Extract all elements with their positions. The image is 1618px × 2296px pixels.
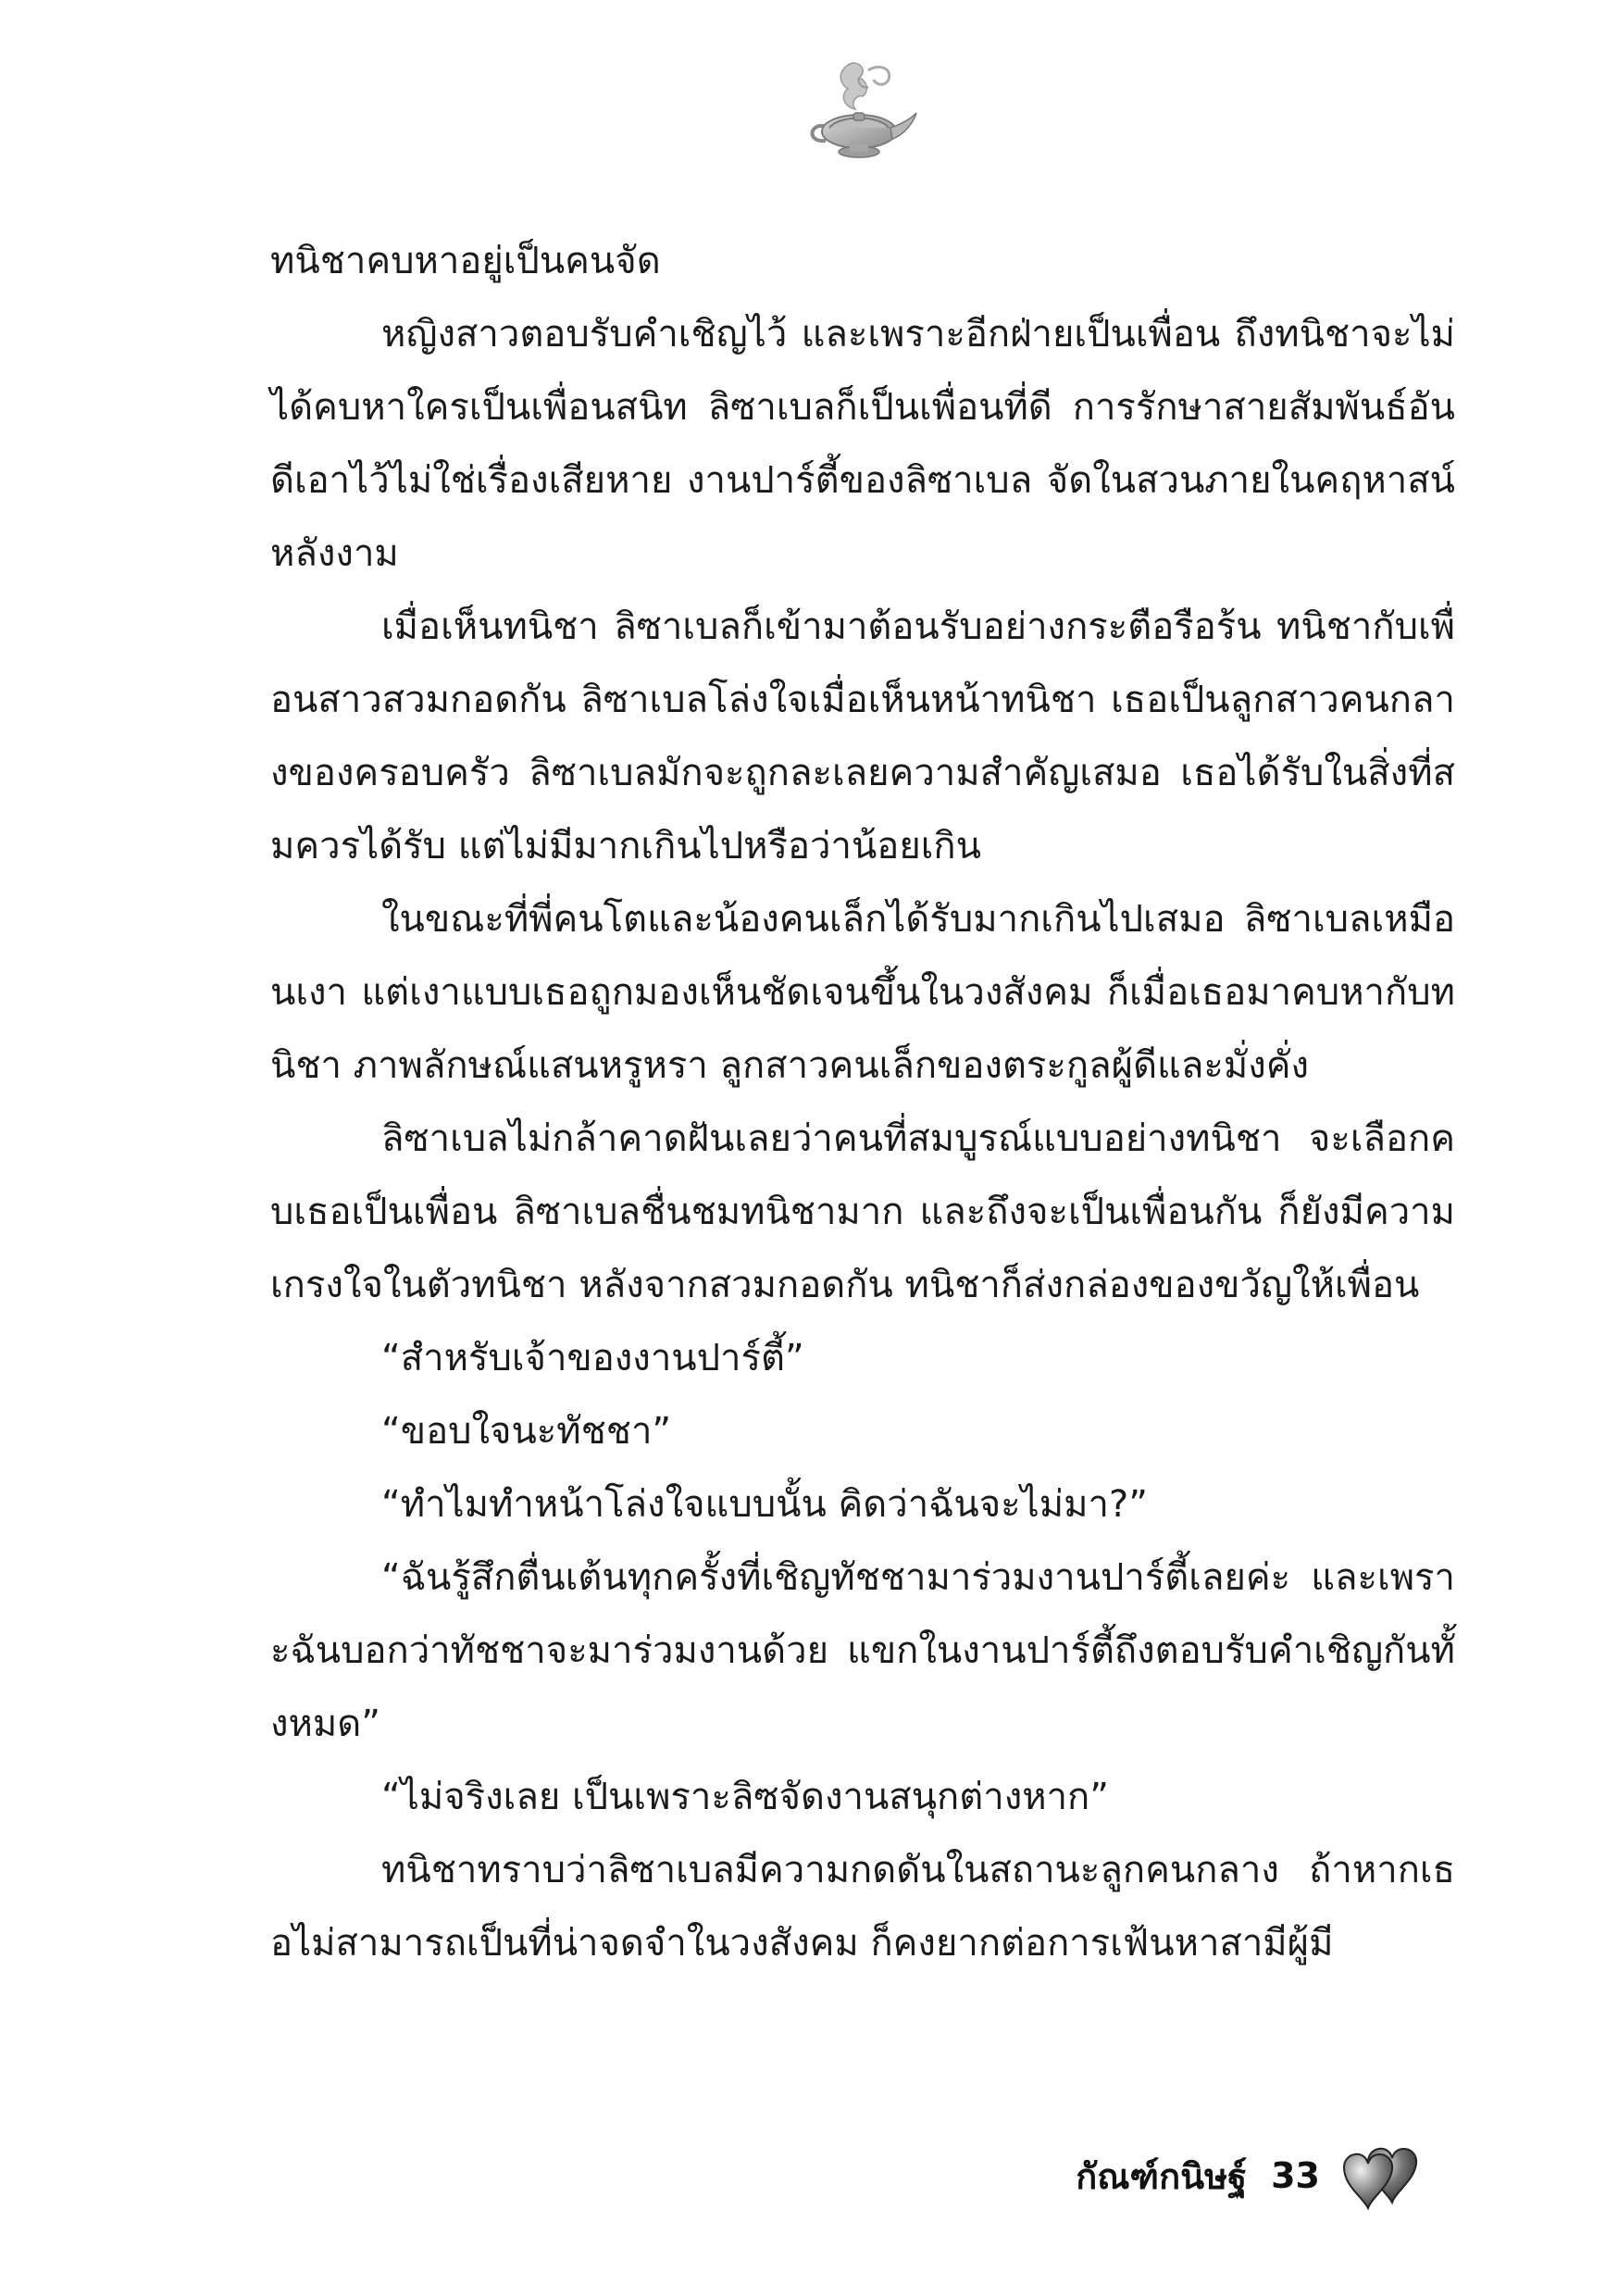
dialogue-line: “ไม่จริงเลย เป็นเพราะลิซจัดงานสนุกต่างหาก” <box>381 1776 1109 1818</box>
paragraph: หญิงสาวตอบรับคำเชิญไว้ และเพราะอีกฝ่ายเป็นเพื่อน ถึงทนิชาจะไม่ได้คบหาใครเป็นเพื่อนสนิท ลิซาเบลก็เป็นเพื่อนที่ดี การรักษาสายสัมพันธ์อันดีเอาไว้ไม่ใช่เรื่องเสียหาย งานปาร์ตี้ของลิซาเบล จัดในสวนภายในคฤหาสน์หลังงาม <box>270 313 1455 575</box>
body-text <box>270 225 1455 1980</box>
dialogue-line: “ทำไมทำหน้าโล่งใจแบบนั้น คิดว่าฉันจะไม่มา?” <box>381 1483 1148 1526</box>
paragraph: ในขณะที่พี่คนโตและน้องคนเล็กได้รับมากเกินไปเสมอ ลิซาเบลเหมือนเงา แต่เงาแบบเธอถูกมองเห็นชัดเจนขึ้นในวงสังคม ก็เมื่อเธอมาคบหากับทนิชา ภาพลักษณ์แสนหรูหรา ลูกสาวคนเล็กของตระกูลผู้ดีและมั่งคั่ง <box>270 898 1455 1087</box>
page-footer <box>1076 2134 1451 2217</box>
book-title: กัณฑ์กนิษฐ์ <box>1076 2155 1248 2197</box>
dialogue-line: “ขอบใจนะทัชชา” <box>381 1410 672 1453</box>
dialogue-line: “ฉันรู้สึกตื่นเต้นทุกครั้งที่เชิญทัชชามาร่วมงานปาร์ตี้เลยค่ะ และเพราะฉันบอกว่าทัชชาจะมาร่วมงานด้วย แขกในงานปาร์ตี้ถึงตอบรับคำเชิญกันทั้งหมด” <box>270 1556 1455 1745</box>
hearts-icon <box>1340 2134 1451 2217</box>
lamp-genie-icon <box>802 54 922 165</box>
paragraph: เมื่อเห็นทนิชา ลิซาเบลก็เข้ามาต้อนรับอย่างกระตือรือร้น ทนิชากับเพื่อนสาวสวมกอดกัน ลิซาเบลโล่งใจเมื่อเห็นหน้าทนิชา เธอเป็นลูกสาวคนกลางของครอบครัว ลิซาเบลมักจะถูกละเลยความสำคัญเสมอ เธอได้รับในสิ่งที่สมควรได้รับ แต่ไม่มีมากเกินไปหรือว่าน้อยเกิน <box>270 605 1455 867</box>
paragraph: ลิซาเบลไม่กล้าคาดฝันเลยว่าคนที่สมบูรณ์แบบอย่างทนิชา จะเลือกคบเธอเป็นเพื่อน ลิซาเบลชื่นชมทนิชามาก และถึงจะเป็นเพื่อนกัน ก็ยังมีความเกรงใจในตัวทนิชา หลังจากสวมกอดกัน ทนิชาก็ส่งกล่องของขวัญให้เพื่อน <box>270 1117 1455 1306</box>
paragraph: ทนิชาทราบว่าลิซาเบลมีความกดดันในสถานะลูกคนกลาง ถ้าหากเธอไม่สามารถเป็นที่น่าจดจำในวงสังคม ก็คงยากต่อการเฟ้นหาสามีผู้มี <box>270 1849 1455 1965</box>
dialogue-line: “สำหรับเจ้าของงานปาร์ตี้” <box>381 1337 804 1379</box>
paragraph: ทนิชาคบหาอยู่เป็นคนจัด <box>270 240 661 282</box>
page-number: 33 <box>1271 2155 1320 2196</box>
